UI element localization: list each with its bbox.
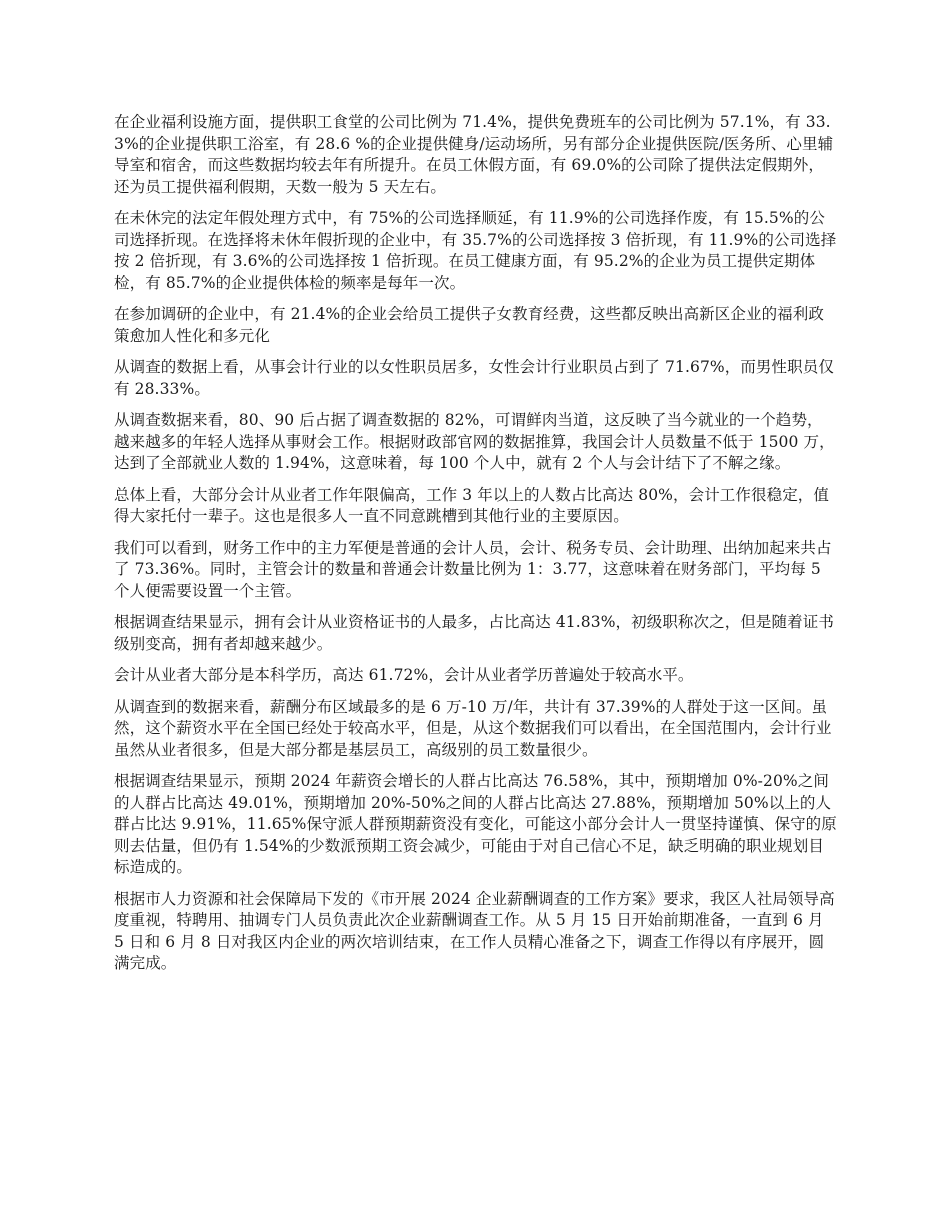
paragraph-work-years: 总体上看，大部分会计从业者工作年限偏高，工作 3 年以上的人数占比高达 80%，会计工作很稳定，值得大家托付一辈子。这也是很多人一直不同意跳槽到其他行业的主要原因。	[114, 485, 829, 525]
document-body	[114, 112, 838, 985]
paragraph-age-distribution: 从调查数据来看，80、90 后占据了调查数据的 82%，可谓鲜肉当道，这反映了当今就业的一个趋势，越来越多的年轻人选择从事财会工作。根据财政部官网的数据推算，我国会计人员数量不低于 1500 万，达到了全部就业人数的 1.94%，这意味着，每 100 个人中，就有 2 个人与会计结下了不解之缘。	[114, 411, 835, 472]
paragraph-salary-distribution: 从调查到的数据来看，薪酬分布区域最多的是 6 万-10 万/年，共计有 37.39%的人群处于这一区间。虽然，这个薪资水平在全国已经处于较高水平，但是，从这个数据我们可以看出，在全国范围内，会计行业虽然从业者很多，但是大部分都是基层员工，高级别的员工数量很少。	[114, 697, 832, 759]
paragraph-education-level: 会计从业者大部分是本科学历，高达 61.72%，会计从业者学历普遍处于较高水平。	[114, 666, 694, 684]
paragraph-certificates: 根据调查结果显示，拥有会计从业资格证书的人最多，占比高达 41.83%，初级职称次之，但是随着证书级别变高，拥有者却越来越少。	[114, 613, 834, 653]
paragraph-survey-process: 根据市人力资源和社会保障局下发的《市开展 2024 企业薪酬调查的工作方案》要求，我区人社局领导高度重视，特聘用、抽调专门人员负责此次企业薪酬调查工作。从 5 月 15 日开始前期准备，一直到 6 月 5 日和 6 月 8 日对我区内企业的两次培训结束，在工作人员精心准备之下，调查工作得以有序展开，圆满完成。	[114, 889, 835, 972]
paragraph-education-funding: 在参加调研的企业中，有 21.4%的企业会给员工提供子女教育经费，这些都反映出高新区企业的福利政策愈加人性化和多元化	[114, 305, 824, 345]
paragraph-gender-ratio: 从调查的数据上看，从事会计行业的以女性职员居多，女性会计行业职员占到了 71.67%，而男性职员仅有 28.33%。	[114, 358, 834, 398]
paragraph-salary-expectation: 根据调查结果显示，预期 2024 年薪资会增长的人群占比高达 76.58%，其中，预期增加 0%-20%之间的人群占比高达 49.01%，预期增加 20%-50%之间的人群占比高达 27.88%，预期增加 50%以上的人群占比达 9.91%，11.65%保守派人群预期薪资没有变化，可能这小部分会计人一贯坚持谨慎、保守的原则去估量，但仍有 1.54%的少数派预期工资会减少，可能由于对自己信心不足，缺乏明确的职业规划目标造成的。	[114, 772, 837, 876]
paragraph-job-positions: 我们可以看到，财务工作中的主力军便是普通的会计人员，会计、税务专员、会计助理、出纳加起来共占了 73.36%。同时，主管会计的数量和普通会计数量比例为 1：3.77，这意味着在财务部门，平均每 5 个人便需要设置一个主管。	[114, 538, 832, 600]
paragraph-annual-leave: 在未休完的法定年假处理方式中，有 75%的公司选择顺延，有 11.9%的公司选择作废，有 15.5%的公司选择折现。在选择将未休年假折现的企业中，有 35.7%的公司选择按 3 倍折现，有 11.9%的公司选择按 2 倍折现，有 3.6%的公司选择按 1 倍折现。在员工健康方面，有 95.2%的企业为员工提供定期体检，有 85.7%的企业提供体检的频率是每年一次。	[114, 209, 837, 292]
paragraph-welfare-facilities: 在企业福利设施方面，提供职工食堂的公司比例为 71.4%，提供免费班车的公司比例为 57.1%，有 33.3%的企业提供职工浴室，有 28.6 %的企业提供健身/运动场所，另有部分企业提供医院/医务所、心里辅导室和宿舍，而这些数据均较去年有所提升。在员工休假方面，有 69.0%的公司除了提供法定假期外，还为员工提供福利假期，天数一般为 5 天左右。	[114, 113, 834, 196]
